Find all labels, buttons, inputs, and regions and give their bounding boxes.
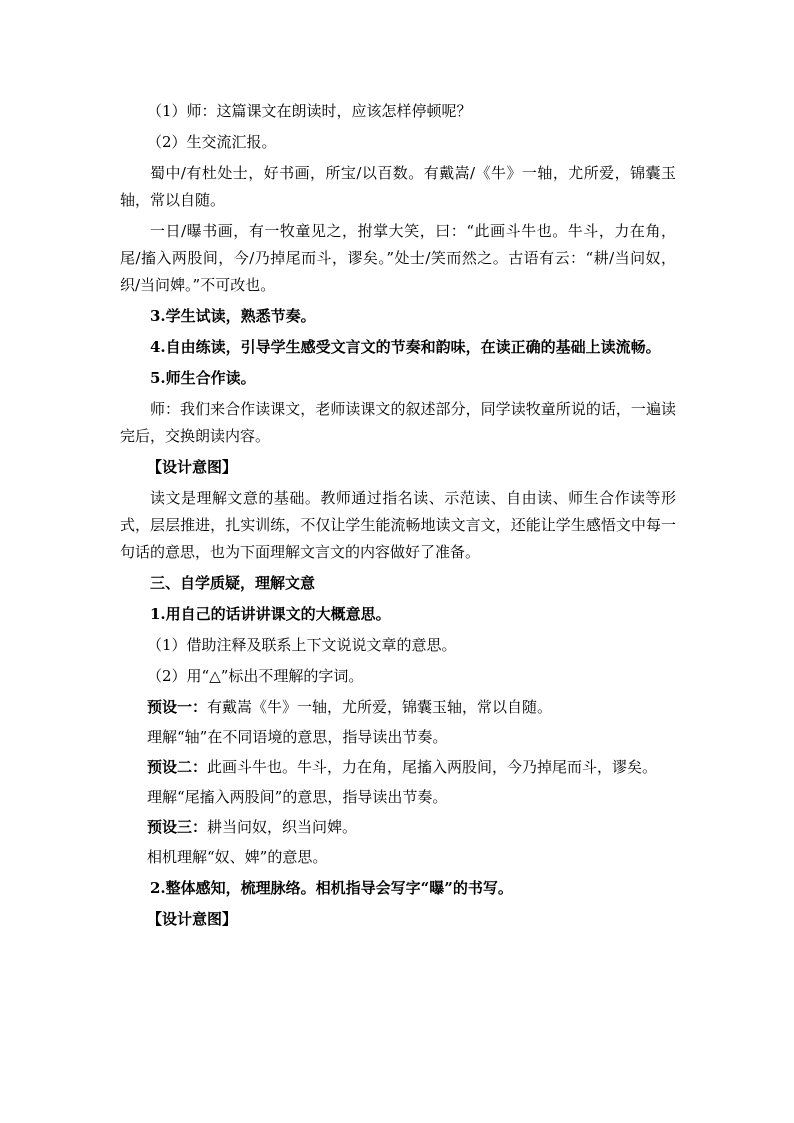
heading-overall-perception: 2.整体感知，梳理脉络。相机指导会写字“曝”的书写。 xyxy=(150,879,513,897)
design-intent-heading-2: 【设计意图】 xyxy=(147,910,238,928)
step-2-report: （2）生交流汇报。 xyxy=(147,133,277,151)
sub-step-mark-words: （2）用“△”标出不理解的字词。 xyxy=(147,667,364,685)
heading-retell-meaning: 1.用自己的话讲讲课文的大概意思。 xyxy=(150,605,391,623)
preset-three-text: 耕当问奴，织当问婢。 xyxy=(207,818,358,836)
preset-two-label: 预设二： xyxy=(147,758,208,776)
teacher-instruction-para: 师：我们来合作读课文，老师读课文的叙述部分，同学读牧童所说的话，一遍读完后，交换朗读内容。 xyxy=(120,400,676,445)
sub-step-use-notes: （1）借助注释及联系上下文说说文章的意思。 xyxy=(147,636,457,654)
preset-two xyxy=(120,754,676,781)
document-body xyxy=(120,98,676,933)
preset-three-label: 预设三： xyxy=(147,818,208,836)
preset-three xyxy=(120,814,676,841)
section-three-title: 三、自学质疑，理解文意 xyxy=(150,574,316,592)
design-intent-para-1: 读文是理解文意的基础。教师通过指名读、示范读、自由读、师生合作读等形式，层层推进，扎实训练，不仅让学生能流畅地读文言文，还能让学生感悟文中每一句话的意思，也为下面理解文言文的内容做好了准备。 xyxy=(120,489,676,561)
heading-free-practice-reading: 4.自由练读，引导学生感受文言文的节奏和韵味，在读正确的基础上读流畅。 xyxy=(150,338,661,356)
design-intent-heading-1: 【设计意图】 xyxy=(147,458,238,476)
classical-text-para-1: 蜀中/有杜处士，好书画，所宝/以百数。有戴嵩/《牛》一轴，尤所爱，锦囊玉轴，常以自随。 xyxy=(120,164,676,209)
preset-one xyxy=(120,694,676,721)
heading-teacher-student-reading: 5.师生合作读。 xyxy=(150,369,256,387)
preset-one-text: 有戴嵩《牛》一轴，尤所爱，锦囊玉轴，常以自随。 xyxy=(207,698,553,716)
classical-text-para-2: 一日/曝书画，有一牧童见之，拊掌大笑，曰：“此画斗牛也。牛斗，力在角，尾/搐入两股间，今/乃掉尾而斗，谬矣。”处士/笑而然之。古语有云：“耕/当问奴，织/当问婢。”不可改也。 xyxy=(120,222,676,294)
preset-one-label: 预设一： xyxy=(147,698,208,716)
preset-two-text: 此画斗牛也。牛斗，力在角，尾搐入两股间，今乃掉尾而斗，谬矣。 xyxy=(207,758,658,776)
step-1-question: （1）师：这篇课文在朗读时，应该怎样停顿呢？ xyxy=(147,102,472,120)
preset-one-note: 理解“轴”在不同语境的意思，指导读出节奏。 xyxy=(147,728,448,746)
heading-student-try-reading: 3.学生试读，熟悉节奏。 xyxy=(150,307,316,325)
preset-two-note: 理解“尾搐入两股间”的意思，指导读出节奏。 xyxy=(147,788,448,806)
preset-three-note: 相机理解“奴、婢”的意思。 xyxy=(147,848,328,866)
